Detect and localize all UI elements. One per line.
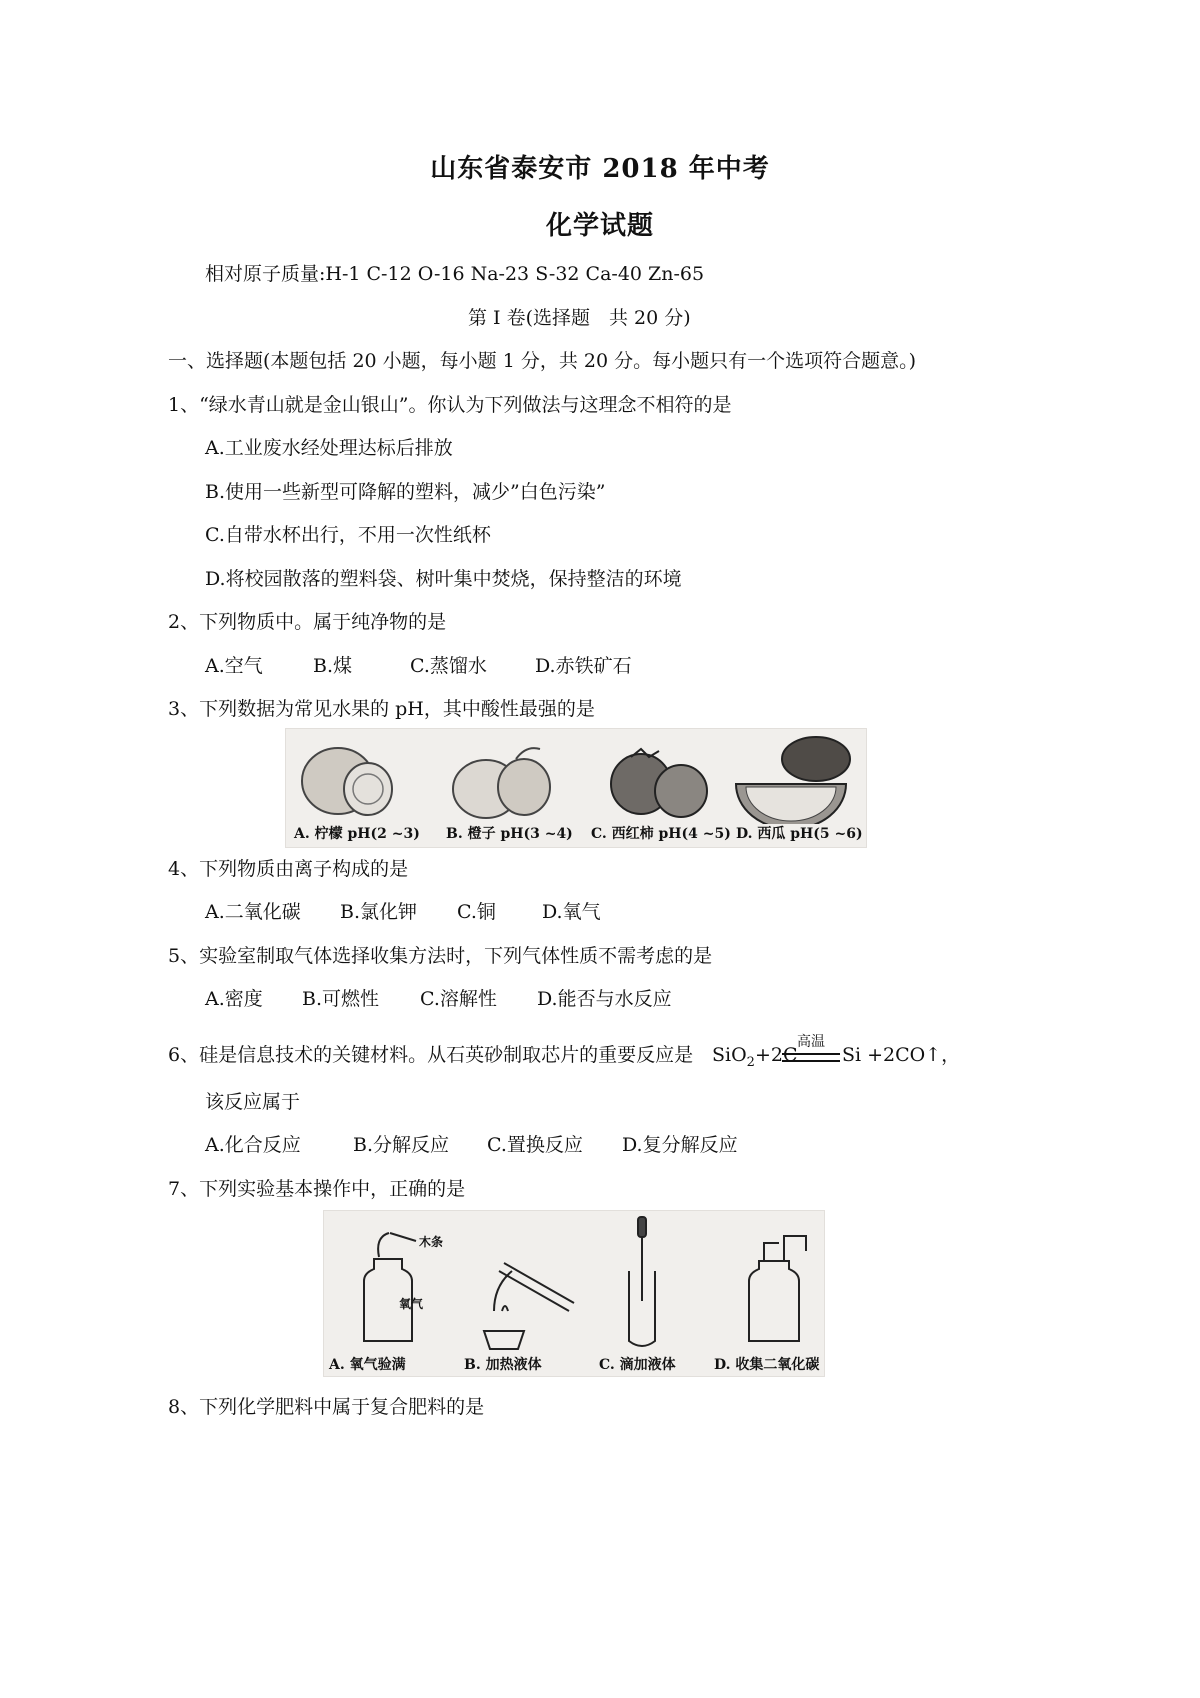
question-2-option-d: D.赤铁矿石 — [535, 655, 632, 677]
heating-tube-image — [484, 1263, 574, 1349]
gas-collection-bottle-image — [749, 1236, 806, 1341]
figure-3-caption-c: C. 西红柿 pH(4 ~5) — [591, 826, 731, 842]
question-1-option-a: A.工业废水经处理达标后排放 — [205, 437, 453, 459]
question-2-option-b: B.煤 — [313, 655, 353, 677]
question-4-stem: 4、下列物质由离子构成的是 — [168, 858, 409, 880]
figure-3-caption-b: B. 橙子 pH(3 ~4) — [446, 826, 573, 842]
figure-3-caption-a: A. 柠檬 pH(2 ~3) — [294, 826, 420, 842]
orange-image — [453, 748, 550, 818]
lemon-image — [302, 748, 392, 815]
reaction-equation-right: Si +2CO↑， — [842, 1044, 961, 1066]
reaction-condition: 高温 — [797, 1034, 825, 1050]
question-1-option-d: D.将校园散落的塑料袋、树叶集中焚烧，保持整洁的环境 — [205, 568, 682, 590]
question-6-option-c: C.置换反应 — [487, 1134, 583, 1156]
exam-title: 山东省泰安市 2018 年中考 — [430, 154, 770, 184]
equation-double-line — [782, 1053, 840, 1062]
question-5-option-a: A.密度 — [205, 988, 263, 1010]
volume-title: 第 I 卷(选择题 共 20 分) — [468, 307, 691, 329]
question-8-stem: 8、下列化学肥料中属于复合肥料的是 — [168, 1396, 485, 1418]
question-4-option-a: A.二氧化碳 — [205, 901, 301, 923]
equation-reactant-sio2: SiO — [712, 1044, 747, 1066]
question-7-stem: 7、下列实验基本操作中，正确的是 — [168, 1178, 466, 1200]
question-2-stem: 2、下列物质中。属于纯净物的是 — [168, 611, 447, 633]
question-6-option-d: D.复分解反应 — [622, 1134, 738, 1156]
figure-7-caption-a: A. 氧气验满 — [329, 1357, 406, 1373]
figure-7-label-stick: 木条 — [419, 1235, 444, 1249]
question-6-option-b: B.分解反应 — [353, 1134, 450, 1156]
fruit-ph-figure — [285, 728, 867, 848]
lab-operations-figure — [323, 1210, 825, 1377]
equation-reactant-c: +2C — [754, 1044, 798, 1066]
question-1-option-b: B.使用一些新型可降解的塑料，减少”白色污染” — [205, 481, 606, 503]
figure-7-caption-b: B. 加热液体 — [464, 1357, 542, 1373]
question-1-option-c: C.自带水杯出行，不用一次性纸杯 — [205, 524, 491, 546]
question-3-stem: 3、下列数据为常见水果的 pH，其中酸性最强的是 — [168, 698, 595, 720]
question-4-option-b: B.氯化钾 — [340, 901, 418, 923]
equation-subscript: 2 — [746, 1054, 755, 1070]
oxygen-bottle-image — [364, 1233, 416, 1341]
figure-7-caption-d: D. 收集二氧化碳 — [714, 1357, 820, 1373]
exam-subtitle: 化学试题 — [545, 211, 654, 241]
figure-7-label-oxygen: 氧气 — [399, 1297, 424, 1311]
question-4-option-d: D.氧气 — [542, 901, 601, 923]
question-5-option-b: B.可燃性 — [302, 988, 380, 1010]
question-6-stem: 6、硅是信息技术的关键材料。从石英砂制取芯片的重要反应是 — [168, 1044, 694, 1066]
dropper-tube-image — [629, 1217, 655, 1346]
question-5-option-d: D.能否与水反应 — [537, 988, 672, 1010]
question-5-option-c: C.溶解性 — [420, 988, 497, 1010]
section-title: 一、选择题(本题包括 20 小题，每小题 1 分，共 20 分。每小题只有一个选项符合题意。) — [168, 350, 917, 372]
watermelon-image — [736, 737, 850, 824]
question-2-option-a: A.空气 — [205, 655, 263, 677]
figure-7-caption-c: C. 滴加液体 — [599, 1357, 676, 1373]
tomato-image — [611, 749, 707, 817]
question-6-option-a: A.化合反应 — [205, 1134, 301, 1156]
question-2-option-c: C.蒸馏水 — [410, 655, 487, 677]
question-5-stem: 5、实验室制取气体选择收集方法时，下列气体性质不需考虑的是 — [168, 945, 713, 967]
atomic-mass-line: 相对原子质量:H-1 C-12 O-16 Na-23 S-32 Ca-40 Zn-65 — [205, 263, 705, 285]
question-6-stem-continued: 该反应属于 — [205, 1091, 301, 1113]
figure-3-caption-d: D. 西瓜 pH(5 ~6) — [736, 826, 863, 842]
fruit-illustrations — [286, 729, 866, 824]
lab-apparatus-illustrations — [324, 1211, 824, 1351]
question-1-stem: 1、“绿水青山就是金山银山”。你认为下列做法与这理念不相符的是 — [168, 394, 732, 416]
question-4-option-c: C.铜 — [457, 901, 496, 923]
